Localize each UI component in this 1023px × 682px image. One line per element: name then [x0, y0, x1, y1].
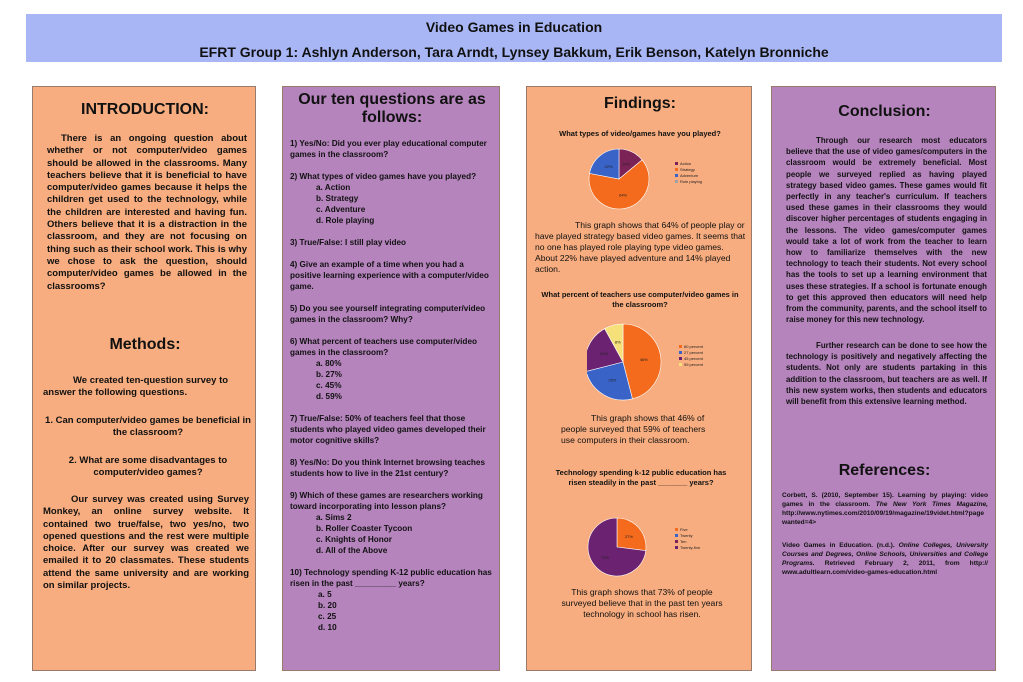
pie-slice-label: 46%	[639, 356, 648, 362]
question-10-option: d. 10	[318, 623, 337, 632]
legend-label: Ten	[680, 539, 687, 544]
legend-swatch	[675, 180, 678, 183]
question-5: 5) Do you see yourself integrating computer/video games in the classroom? Why?	[290, 304, 486, 324]
chart3-description: This graph shows that 73% of people surveyed believe that in the past ten years technology in school has risen.	[561, 587, 723, 619]
legend-label: Twenty-five	[680, 545, 701, 550]
question-9-option: b. Roller Coaster Tycoon	[316, 524, 413, 533]
pie-slice-label: 21%	[599, 351, 608, 357]
references-heading: References:	[838, 462, 931, 479]
methods-heading: Methods:	[109, 336, 181, 353]
legend-label: Twenty	[680, 533, 693, 538]
question-9: 9) Which of these games are researchers working toward incorporating into lesson plans?	[290, 491, 483, 511]
question-6-option: d. 59%	[316, 392, 342, 401]
poster-header	[26, 14, 1002, 62]
introduction-heading: INTRODUCTION:	[81, 101, 209, 118]
question-9-option: a. Sims 2	[316, 513, 352, 522]
reference-1: Corbett, S. (2010, September 15). Learning by playing: video games in the classroom. The New York Times Magazine, http://www.nytimes.com/2010/09/19/magazine/19videt.html?page wanted=4>	[782, 492, 988, 526]
legend-label: Action	[680, 161, 692, 166]
legend-swatch	[675, 540, 678, 543]
conclusion-paragraph-2: Further research can be done to see how the technology is positively and negatively affecting the students. Not only are students partaking in this addition to the classroom, but teachers are as well. If this new system works, then students and educators will benefit from this extensive learning method.	[786, 341, 987, 407]
question-10-option: a. 5	[318, 590, 332, 599]
conclusion-heading: Conclusion:	[838, 103, 931, 120]
question-9-option: c. Knights of Honor	[316, 535, 392, 544]
questions-heading: Our ten questions are as follows:	[298, 91, 486, 126]
findings-heading: Findings:	[604, 95, 676, 112]
pie-slice-label: 8%	[614, 339, 621, 345]
methods-intro: We created ten-question survey to answer the following questions.	[43, 375, 229, 399]
findings-column	[526, 86, 752, 671]
question-2-option: c. Adventure	[316, 205, 366, 214]
methods-question-1: 1. Can computer/video games be beneficial in the classroom?	[45, 415, 251, 439]
methods-question-2: 2. What are some disadvantages to computer/video games?	[68, 455, 228, 479]
question-2-option: a. Action	[316, 183, 351, 192]
pie-slice-label: 64%	[619, 192, 628, 198]
legend-label: 45 percent	[684, 356, 703, 361]
legend-swatch	[675, 168, 678, 171]
chart3-pie	[587, 515, 707, 580]
pie-slice-label: 27%	[624, 533, 633, 539]
question-6: 6) What percent of teachers use computer/video games in the classroom?	[290, 337, 477, 357]
legend-label: Five	[680, 527, 688, 532]
pie-slice-label: 14%	[622, 161, 631, 167]
legend-label: 59 percent	[684, 362, 703, 367]
legend-label: 27 percent	[684, 350, 703, 355]
chart3-title: Technology spending k-12 public education has risen steadily in the past _______ years?	[555, 468, 727, 487]
legend-label: 80 percent	[684, 344, 703, 349]
questions-column	[282, 86, 500, 671]
chart1-pie	[587, 145, 707, 215]
questions-list	[290, 138, 496, 633]
pie-slice-label: 73%	[601, 555, 610, 561]
chart1-description: This graph shows that 64% of people play or have played strategy based video games. It seems that no one has played role playing type video games. About 22% have played adventure and 14% played action.	[535, 220, 746, 274]
chart1-title: What types of video/games have you played?	[559, 129, 721, 138]
chart2-description: This graph shows that 46% of people surveyed that 59% of teachers use computers in their classroom.	[561, 413, 706, 445]
chart2-pie	[587, 320, 707, 405]
legend-swatch	[675, 534, 678, 537]
question-1: 1) Yes/No: Did you ever play educational computer games in the classroom?	[290, 139, 487, 159]
legend-swatch	[679, 363, 682, 366]
poster-title: Video Games in Education	[425, 19, 603, 35]
question-10: 10) Technology spending K-12 public education has risen in the past _________ years?	[290, 568, 492, 588]
pie-slice-label: 25%	[608, 377, 617, 383]
legend-swatch	[675, 174, 678, 177]
question-3: 3) True/False: I still play video	[290, 238, 407, 247]
legend-label: Role playing	[680, 179, 703, 184]
legend-swatch	[679, 351, 682, 354]
pie-slice-label: 22%	[604, 163, 613, 169]
legend-swatch	[679, 357, 682, 360]
legend-label: Strategy	[680, 167, 695, 172]
question-4: 4) Give an example of a time when you had a positive learning experience with a computer/video game.	[290, 260, 489, 291]
conclusion-column	[771, 86, 996, 671]
legend-label: Adventure	[680, 173, 699, 178]
methods-text: Our survey was created using Survey Monkey, an online survey website. It contained two true/false, two yes/no, two opened questions and the rest were multiple choice. After our survey was created we emailed it to 20 classmates. These students attend the same university and are working on similar projects.	[43, 494, 249, 592]
question-2-option: b. Strategy	[316, 194, 359, 203]
question-6-option: c. 45%	[316, 381, 342, 390]
poster-authors: EFRT Group 1: Ashlyn Anderson, Tara Arndt, Lynsey Bakkum, Erik Benson, Katelyn Bronniche	[199, 44, 829, 60]
question-10-option: b. 20	[318, 601, 337, 610]
question-2-option: d. Role playing	[316, 216, 375, 225]
question-6-option: a. 80%	[316, 359, 342, 368]
question-10-option: c. 25	[318, 612, 337, 621]
legend-swatch	[679, 345, 682, 348]
reference-2: Video Games in Education. (n.d.). Online Colleges, University Courses and Degrees, Online Schools, Universities and College Programs. Retrieved February 2, 2011, from http:// www.adultlearn.com/video-games-education.html	[782, 542, 988, 576]
question-7: 7) True/False: 50% of teachers feel that those students who played video games developed their motor cognitive skills?	[290, 414, 486, 445]
introduction-methods-column	[32, 86, 256, 671]
question-9-option: d. All of the Above	[316, 546, 388, 555]
introduction-text: There is an ongoing question about whether or not computer/video games should be allowed in the classrooms. Many teachers believe that it is beneficial to have computer/video games because it helps the children get used to the technology, while the children are interested and having fun. Others believe that it is a distraction in the classroom, and they are not focusing on thing such as their school work. This is why we chose to ask the question, should computer/video games be allowed in the classrooms?	[47, 133, 247, 292]
legend-swatch	[675, 162, 678, 165]
legend-swatch	[675, 528, 678, 531]
conclusion-paragraph-1: Through our research most educators believe that the use of video games/computers in the classroom would be extremely beneficial. Most people we surveyed replied as having played strategy based video games. These games would fit perfectly in any teacher's curriculum. If teachers used these games in their classrooms they would discover higher percentages of students engaging in the lessons. The video games/computer games would take a lot of work from the teacher to learn how to familiarize themselves with the new technology to teach their students. Not every school has the tools to set up a learning environment that uses these strategies. If a school is fortunate enough to get this approved then educators will need help from the community, parents, and the school itself to raise money for this new technology.	[786, 136, 987, 325]
question-6-option: b. 27%	[316, 370, 342, 379]
chart2-title: What percent of teachers use computer/video games in the classroom?	[541, 290, 739, 309]
legend-swatch	[675, 546, 678, 549]
question-2: 2) What types of video games have you played?	[290, 172, 477, 181]
question-8: 8) Yes/No: Do you think Internet browsing teaches students how to live in the 21st century?	[290, 458, 486, 478]
